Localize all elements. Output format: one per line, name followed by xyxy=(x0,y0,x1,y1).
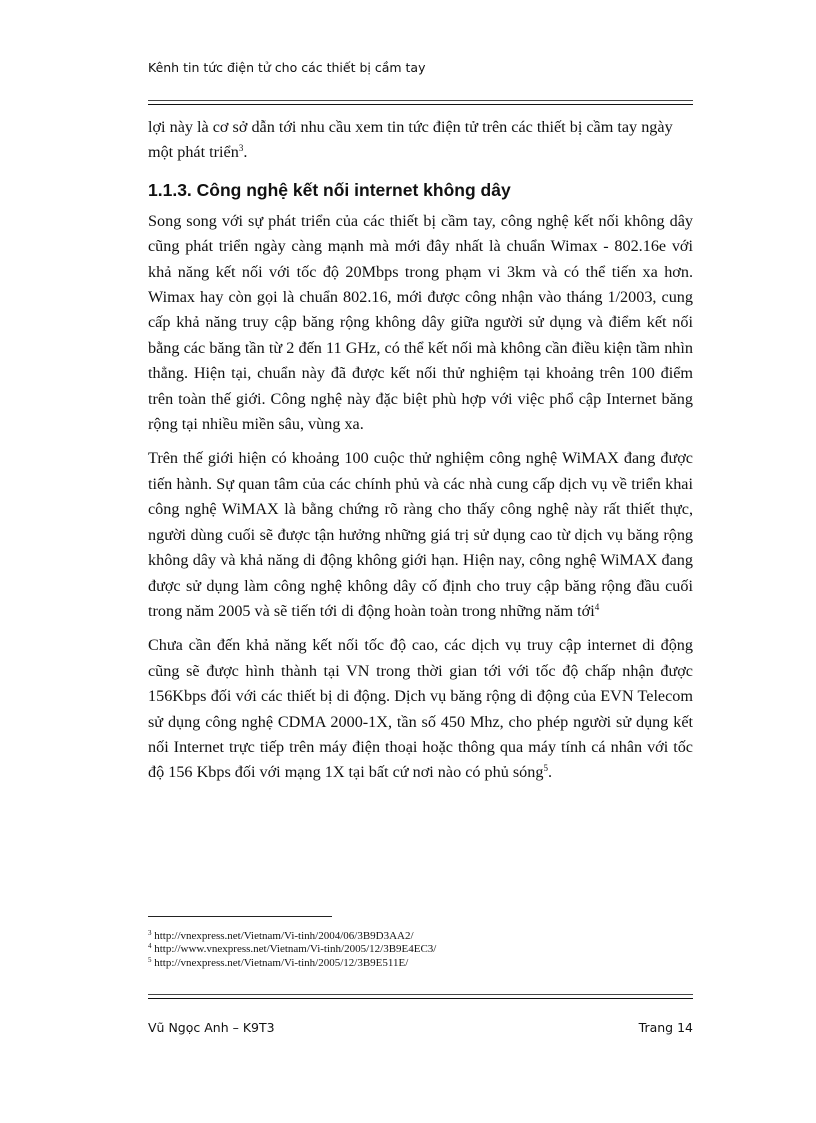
page-number: Trang 14 xyxy=(638,1020,693,1035)
footnote-ref-4[interactable]: 4 xyxy=(594,601,600,612)
footnotes xyxy=(148,930,693,970)
body-text xyxy=(148,115,693,795)
footer-author: Vũ Ngọc Anh – K9T3 xyxy=(148,1020,275,1035)
footnote-link[interactable]: http://vnexpress.net/Vietnam/Vi-tinh/2004/06/3B9D3AA2/ xyxy=(154,930,414,942)
footnote-link[interactable]: http://www.vnexpress.net/Vietnam/Vi-tinh/2005/12/3B9E4EC3/ xyxy=(154,943,437,956)
paragraph-end: . xyxy=(547,763,553,782)
running-header: Kênh tin tức điện tử cho các thiết bị cầm tay xyxy=(148,60,426,75)
footnote-number: 4 xyxy=(148,942,152,951)
paragraph-wimax-trials-text: Trên thế giới hiện có khoảng 100 cuộc thử nghiệm công nghệ WiMAX đang được tiến hành. Sự quan tâm của các chính phủ và các nhà cung cấp dịch vụ về triển khai công nghệ WiMAX là bằng chứng rõ ràng cho thấy công nghệ này rất thiết thực, người dùng cuối sẽ được tận hưởng những giá trị sử dụng cao từ dịch vụ băng rộng không dây và khả năng di động không giới hạn. Hiện nay, công nghệ WiMAX đang được sử dụng làm công nghệ không dây cố định cho truy cập băng rộng đầu cuối trong năm 2005 và sẽ tiến tới di động hoàn toàn trong những năm tới xyxy=(148,449,693,620)
paragraph-mobile-internet-text: Chưa cần đến khả năng kết nối tốc độ cao, các dịch vụ truy cập internet di động cũng sẽ được hình thành tại VN trong thời gian tới với tốc độ chấp nhận được 156Kbps đối với các thiết bị di động. Dịch vụ băng rộng di động của EVN Telecom sử dụng công nghệ CDMA 2000-1X, tần số 450 Mhz, cho phép người sử dụng kết nối Internet trực tiếp trên máy điện thoại hoặc thông qua máy tính cá nhân với tốc độ 156 Kbps đối với mạng 1X tại bất cứ nơi nào có phủ sóng xyxy=(148,636,693,782)
footnote-5 xyxy=(148,957,693,970)
intro-paragraph xyxy=(148,115,693,166)
footnote-number: 5 xyxy=(148,955,152,964)
footer-rule xyxy=(148,994,693,999)
intro-end: . xyxy=(243,143,248,162)
footnote-ref-3[interactable]: 3 xyxy=(238,143,244,154)
footnote-3 xyxy=(148,930,693,943)
footnote-separator xyxy=(148,916,332,917)
footnote-link[interactable]: http://vnexpress.net/Vietnam/Vi-tinh/2005/12/3B9E511E/ xyxy=(154,956,409,969)
header-rule xyxy=(148,100,693,105)
footnote-4 xyxy=(148,943,693,956)
paragraph-wimax-trials xyxy=(148,446,693,624)
footnote-number: 3 xyxy=(148,929,152,937)
footnote-ref-5[interactable]: 5 xyxy=(543,763,548,774)
intro-text: lợi này là cơ sở dẫn tới nhu cầu xem tin tức điện tử trên các thiết bị cầm tay ngày một phát triển xyxy=(148,118,673,162)
paragraph-mobile-internet xyxy=(148,633,693,785)
paragraph-wimax-intro: Song song với sự phát triển của các thiết bị cầm tay, công nghệ kết nối không dây cũng phát triển ngày càng mạnh mà mới đây nhất là chuẩn Wimax - 802.16e với khả năng kết nối với tốc độ 20Mbps trong phạm vi 3km và có thể tiến xa hơn. Wimax hay còn gọi là chuẩn 802.16, mới được công nhận vào tháng 1/2003, cung cấp khả năng truy cập băng rộng không dây giữa người sử dụng và điểm kết nối bằng các băng tần từ 2 đến 11 GHz, có thể kết nối mà không cần điều kiện tầm nhìn thẳng. Hiện tại, chuẩn này đã được kết nối thử nghiệm tại khoảng trên 100 điểm trên toàn thế giới. Công nghệ này đặc biệt phù hợp với việc phổ cập Internet băng rộng tại nhiều miền sâu, vùng xa. xyxy=(148,211,693,434)
section-heading: 1.1.3. Công nghệ kết nối internet không dây xyxy=(148,179,511,200)
